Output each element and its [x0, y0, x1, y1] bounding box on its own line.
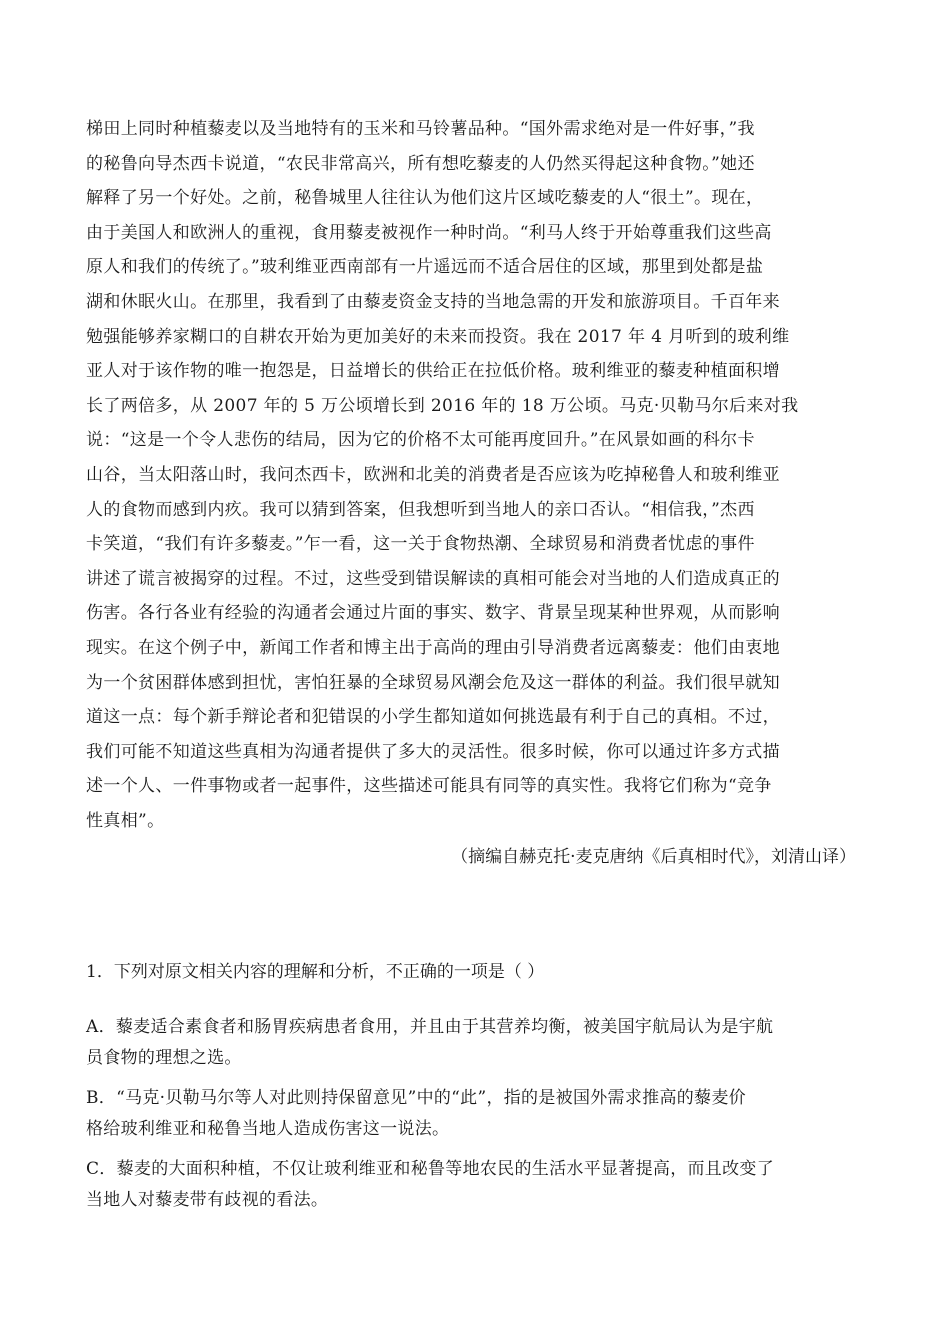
- passage-line: 山谷，当太阳落山时，我问杰西卡，欧洲和北美的消费者是否应该为吃掉秘鲁人和玻利维亚: [86, 464, 780, 485]
- passage-source-citation: （摘编自赫克托·麦克唐纳《后真相时代》，刘清山译）: [451, 847, 856, 868]
- option-b-line: 格给玻利维亚和秘鲁当地人造成伤害这一说法。: [86, 1119, 450, 1139]
- question-options: [86, 1012, 862, 1216]
- passage-line: 梯田上同时种植藜麦以及当地特有的玉米和马铃薯品种。“国外需求绝对是一件好事，”我: [86, 119, 755, 139]
- option-b-line: B．“马克·贝勒马尔等人对此则持保留意见”中的“此”，指的是被国外需求推高的藜麦价: [86, 1088, 746, 1108]
- passage-line: 人的食物而感到内疚。我可以猜到答案，但我想听到当地人的亲口否认。“相信我，”杰西: [86, 499, 755, 520]
- passage-line: 勉强能够养家糊口的自耕农开始为更加美好的未来而投资。我在 2017 年 4 月听到的玻利维: [86, 326, 790, 347]
- passage-line: 述一个人、一件事物或者一起事件，这些描述可能具有同等的真实性。我将它们称为“竞争: [86, 776, 772, 797]
- passage-line: 道这一点：每个新手辩论者和犯错误的小学生都知道如何挑选最有利于自己的真相。不过，: [86, 707, 780, 728]
- passage-line: 性真相”。: [86, 810, 165, 831]
- option-a: [86, 1012, 862, 1074]
- passage-line: 由于美国人和欧洲人的重视，食用藜麦被视作一种时尚。“利马人终于开始尊重我们这些高: [86, 222, 772, 243]
- question-stem: 1．下列对原文相关内容的理解和分析，不正确的一项是（ ）: [86, 962, 545, 982]
- passage: [86, 112, 862, 874]
- passage-line: 湖和休眠火山。在那里，我看到了由藜麦资金支持的当地急需的开发和旅游项目。千百年来: [86, 291, 780, 312]
- passage-line: 解释了另一个好处。之前，秘鲁城里人往往认为他们这片区域吃藜麦的人“很土”。现在，: [86, 188, 764, 209]
- option-a-line: 员食物的理想之选。: [86, 1048, 242, 1068]
- passage-line: 卡笑道，“我们有许多藜麦。”乍一看，这一关于食物热潮、全球贸易和消费者忧虑的事件: [86, 534, 755, 555]
- passage-line: 讲述了谎言被揭穿的过程。不过，这些受到错误解读的真相可能会对当地的人们造成真正的: [86, 568, 780, 589]
- option-b: [86, 1083, 862, 1145]
- option-c-line: C．藜麦的大面积种植，不仅让玻利维亚和秘鲁等地农民的生活水平显著提高，而且改变了: [86, 1159, 775, 1179]
- passage-line: 的秘鲁向导杰西卡说道，“农民非常高兴，所有想吃藜麦的人仍然买得起这种食物。”她还: [86, 153, 755, 174]
- passage-line: 说：“这是一个令人悲伤的结局，因为它的价格不太可能再度回升。”在风景如画的科尔卡: [86, 430, 755, 451]
- passage-line: 原人和我们的传统了。”玻利维亚西南部有一片遥远而不适合居住的区域，那里到处都是盐: [86, 257, 764, 278]
- option-c: [86, 1154, 862, 1216]
- passage-line: 现实。在这个例子中，新闻工作者和博主出于高尚的理由引导消费者远离藜麦：他们由衷地: [86, 637, 780, 658]
- passage-line: 亚人对于该作物的唯一抱怨是，日益增长的供给正在拉低价格。玻利维亚的藜麦种植面积增: [86, 361, 780, 382]
- passage-line: 为一个贫困群体感到担忧，害怕狂暴的全球贸易风潮会危及这一群体的利益。我们很早就知: [86, 672, 780, 693]
- passage-line: 我们可能不知道这些真相为沟通者提供了多大的灵活性。很多时候，你可以通过许多方式描: [86, 741, 780, 762]
- option-a-line: A．藜麦适合素食者和肠胃疾病患者食用，并且由于其营养均衡，被美国宇航局认为是宇航: [86, 1017, 774, 1037]
- passage-line: 长了两倍多，从 2007 年的 5 万公顷增长到 2016 年的 18 万公顷。马克·贝勒马尔后来对我: [86, 395, 799, 416]
- passage-line: 伤害。各行各业有经验的沟通者会通过片面的事实、数字、背景呈现某种世界观，从而影响: [86, 603, 780, 624]
- option-c-line: 当地人对藜麦带有歧视的看法。: [86, 1190, 329, 1210]
